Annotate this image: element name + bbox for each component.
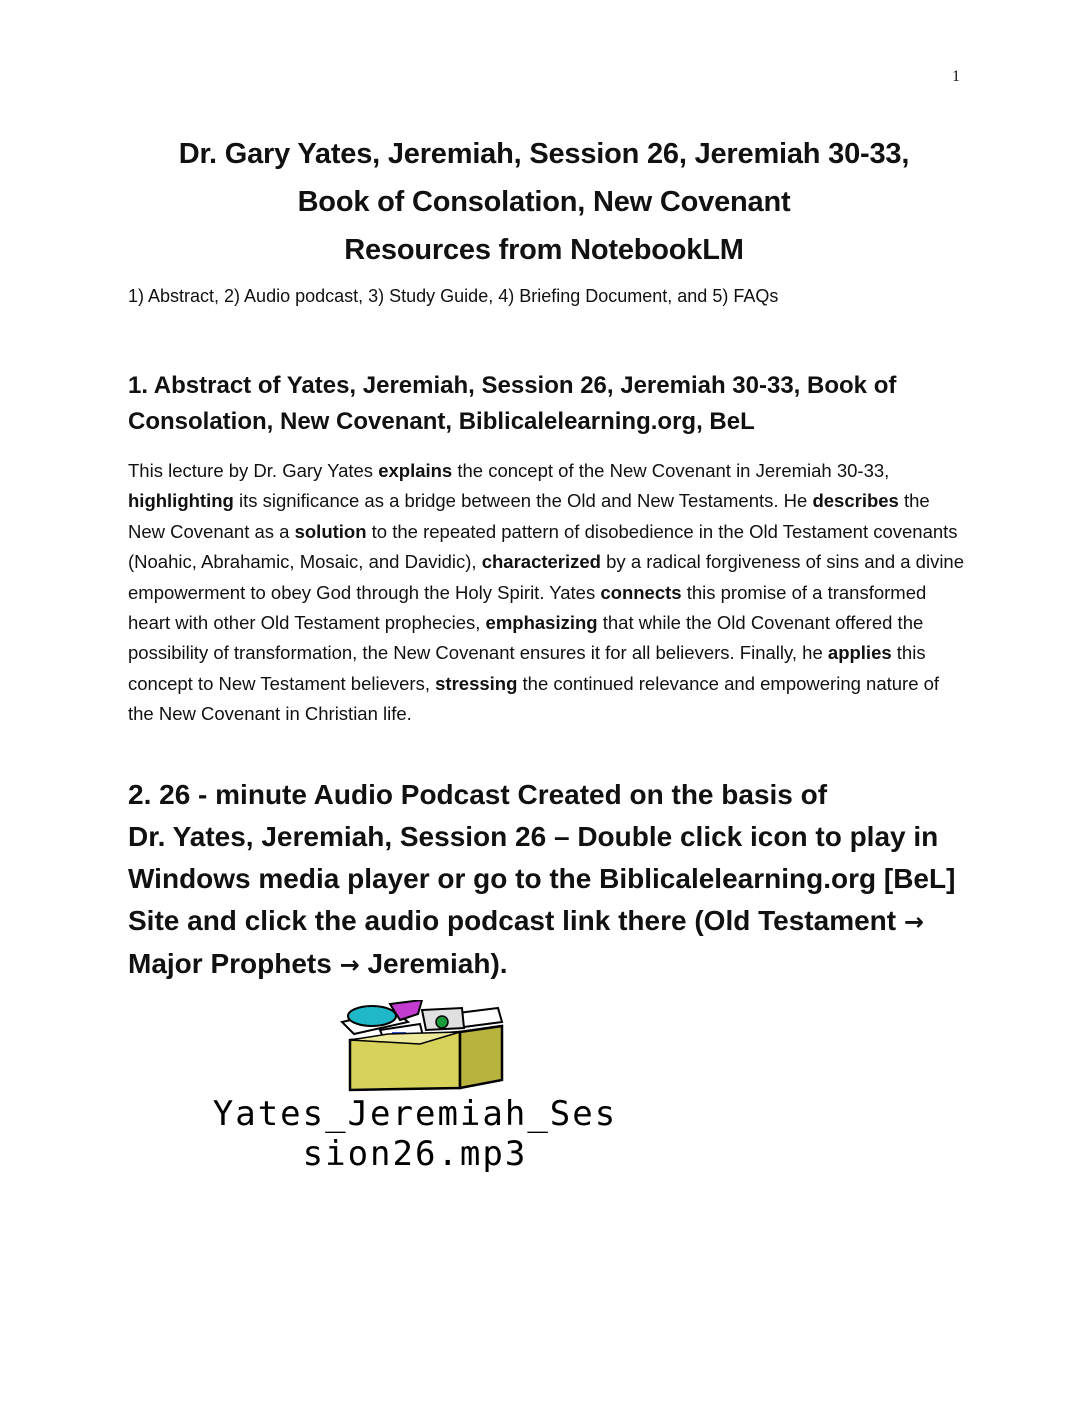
section-2-line-2: Dr. Yates, Jeremiah, Session 26 – Double click icon to play in bbox=[128, 821, 939, 852]
abstract-text: the New Covenant as a bbox=[128, 490, 930, 542]
section-2-line-5-text-a: Major Prophets bbox=[128, 948, 340, 979]
abstract-text: This lecture by Dr. Gary Yates bbox=[128, 460, 379, 481]
abstract-text: this promise of a transformed heart with other Old Testament prophecies, bbox=[128, 581, 927, 634]
section-2-line-4-text: Site and click the audio podcast link there (Old Testament bbox=[128, 905, 904, 936]
abstract-emphasis: highlighting bbox=[128, 490, 234, 512]
right-arrow-icon: → bbox=[339, 951, 360, 979]
title-line-2: Book of Consolation, New Covenant bbox=[297, 186, 791, 218]
section-2-line-3: Windows media player or go to the Biblicalelearning.org [BeL] bbox=[128, 863, 956, 894]
section-2-line-5 bbox=[128, 943, 968, 986]
abstract-emphasis: explains bbox=[378, 460, 453, 481]
abstract-text: its significance as a bridge between the Old and New Testaments. He bbox=[233, 490, 813, 512]
audio-file-name[interactable] bbox=[130, 1094, 700, 1174]
abstract-text: this concept to New Testament believers, bbox=[128, 642, 926, 694]
section-1-heading: 1. Abstract of Yates, Jeremiah, Session 26, Jeremiah 30-33, Book of Consolation, New Covenant, Biblicalelearning.org, BeL bbox=[128, 372, 897, 435]
abstract-emphasis: stressing bbox=[435, 672, 518, 694]
abstract-emphasis: characterized bbox=[481, 551, 601, 573]
title-line-1: Dr. Gary Yates, Jeremiah, Session 26, Jeremiah 30-33, bbox=[178, 138, 910, 170]
audio-file-icon[interactable] bbox=[330, 1000, 510, 1097]
abstract-emphasis: solution bbox=[294, 520, 367, 542]
abstract-emphasis: emphasizing bbox=[485, 612, 598, 634]
abstract-text: to the repeated pattern of disobedience in the Old Testament covenants (Noahic, Abrahamic, Mosaic, and Davidic), bbox=[128, 520, 958, 573]
abstract-text: the continued relevance and empowering nature of the New Covenant in Christian life. bbox=[128, 672, 940, 725]
section-2-heading bbox=[128, 774, 968, 986]
resource-list: 1) Abstract, 2) Audio podcast, 3) Study Guide, 4) Briefing Document, and 5) FAQs bbox=[128, 286, 779, 306]
page-number: 1 bbox=[952, 68, 960, 85]
abstract-emphasis: describes bbox=[812, 490, 899, 512]
file-name-line-2: sion26.mp3 bbox=[302, 1134, 528, 1174]
section-2-line-5-text-b: Jeremiah). bbox=[359, 948, 508, 979]
right-arrow-icon: → bbox=[903, 908, 924, 936]
section-2-line-4 bbox=[128, 900, 968, 943]
abstract-paragraph bbox=[128, 456, 968, 730]
file-name-line-1: Yates_Jeremiah_Ses bbox=[212, 1094, 618, 1134]
document-title bbox=[0, 130, 1088, 274]
abstract-text: the concept of the New Covenant in Jeremiah 30-33, bbox=[452, 460, 890, 481]
abstract-emphasis: applies bbox=[827, 642, 892, 664]
section-2-line-1: 2. 26 - minute Audio Podcast Created on the basis of bbox=[128, 779, 828, 810]
abstract-emphasis: connects bbox=[600, 581, 682, 603]
abstract-text: by a radical forgiveness of sins and a divine empowerment to obey God through the Holy Spirit. Yates bbox=[128, 551, 965, 603]
abstract-text: that while the Old Covenant offered the possibility of transformation, the New Covenant ensures it for all believers. Finally, he bbox=[128, 612, 924, 664]
package-icon bbox=[330, 1000, 510, 1092]
title-line-3: Resources from NotebookLM bbox=[344, 234, 744, 266]
